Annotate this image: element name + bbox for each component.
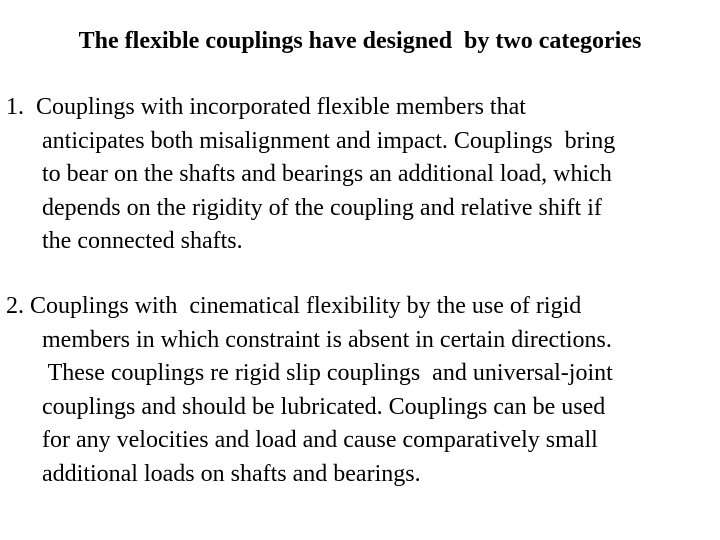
list-item-2 <box>6 290 613 491</box>
list-item-1-line-3: to bear on the shafts and bearings an additional load, which <box>42 161 612 187</box>
list-item-2-line-2: members in which constraint is absent in certain directions. <box>42 326 612 353</box>
list-item-1-line-5: the connected shafts. <box>42 228 243 254</box>
list-item-1-line-4: depends on the rigidity of the coupling and relative shift if <box>42 194 602 221</box>
list-item-1-line-1: 1. Couplings with incorporated flexible members that <box>6 94 526 120</box>
list-item-1-line-2: anticipates both misalignment and impact. Couplings bring <box>42 127 616 154</box>
list-item-2-line-3: These couplings re rigid slip couplings and universal-joint <box>42 360 613 386</box>
list-item-2-line-6: additional loads on shafts and bearings. <box>42 460 421 487</box>
list-item-2-line-5: for any velocities and load and cause comparatively small <box>42 427 598 453</box>
list-item-2-line-4: couplings and should be lubricated. Couplings can be used <box>42 393 606 420</box>
list-item-2-line-1: 2. Couplings with cinematical flexibility by the use of rigid <box>6 293 582 319</box>
slide-title: The flexible couplings have designed by two categories <box>78 28 642 54</box>
list-item-1 <box>6 91 615 259</box>
